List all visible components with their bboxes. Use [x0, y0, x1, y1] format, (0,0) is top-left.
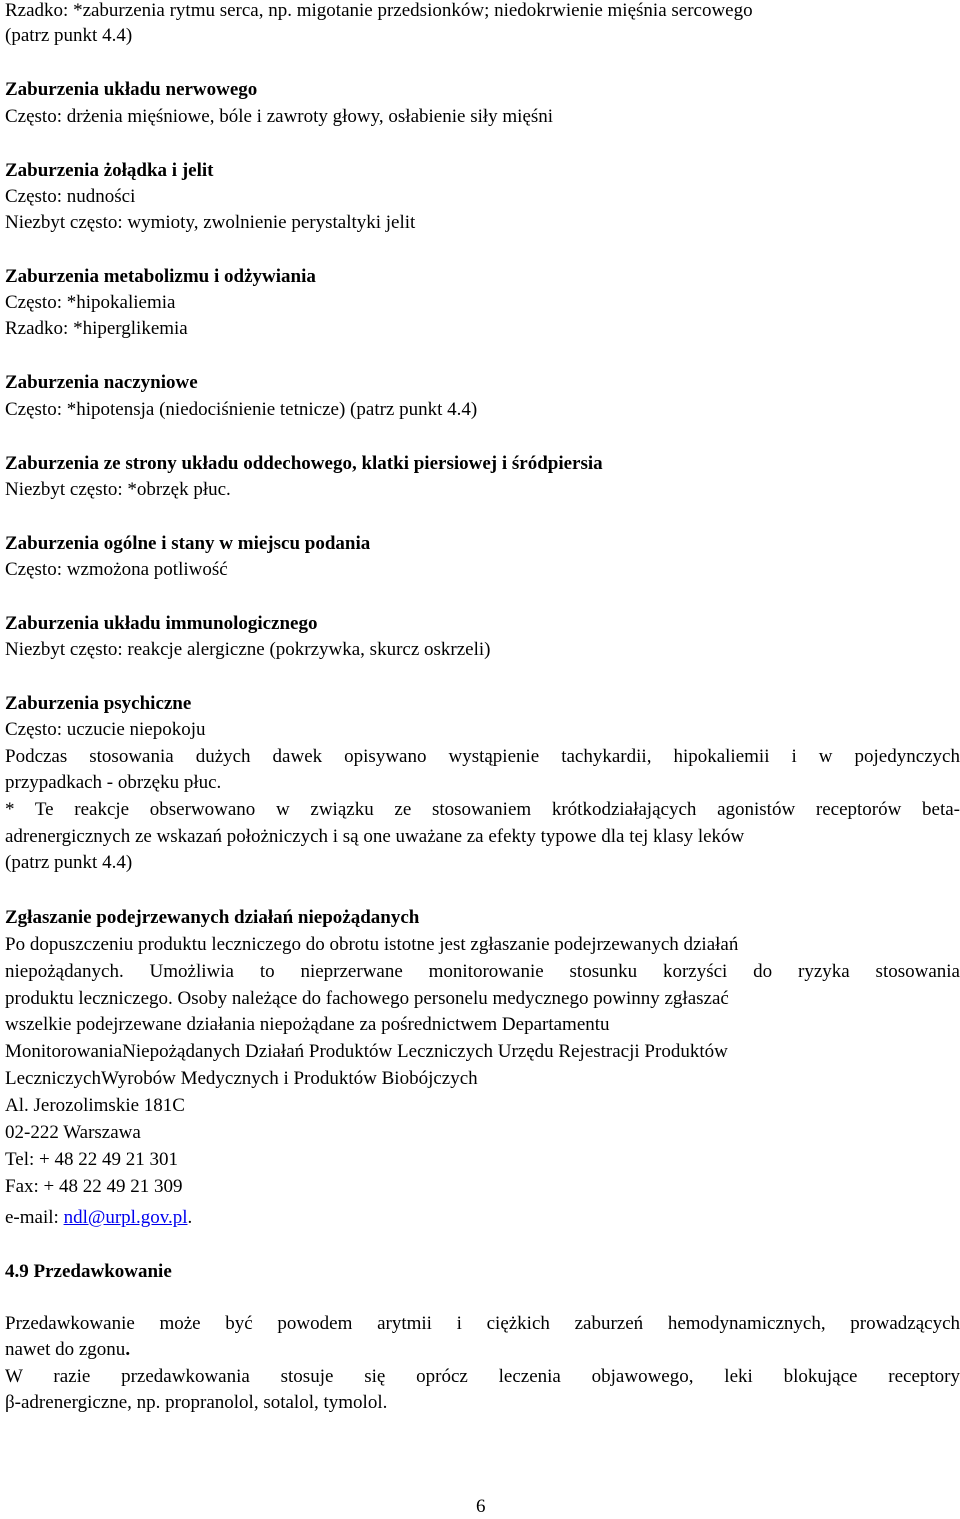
gi-line-2: Niezbyt często: wymioty, zwolnienie perystaltyki jelit — [5, 212, 416, 233]
overdose-line-3: W razie przedawkowania stosuje się oprócz leczenia objawowego, leki blokujące receptory — [5, 1366, 960, 1387]
phone-number: Tel: + 48 22 49 21 301 — [5, 1149, 178, 1170]
reporting-line-1: Po dopuszczeniu produktu leczniczego do obrotu istotne jest zgłaszanie podejrzewanych działań — [5, 934, 739, 955]
overdose-line-2 — [5, 1339, 130, 1361]
respiratory-line-1: Niezbyt często: *obrzęk płuc. — [5, 479, 231, 500]
section-title-nervous: Zaburzenia układu nerwowego — [5, 79, 258, 100]
psychiatric-line-2: Podczas stosowania dużych dawek opisywano wystąpienie tachykardii, hipokaliemii i w pojedynczych — [5, 746, 960, 767]
vascular-line-1: Często: *hipotensja (niedociśnienie tetnicze) (patrz punkt 4.4) — [5, 399, 478, 420]
psychiatric-line-6: (patrz punkt 4.4) — [5, 852, 133, 873]
section-title-vascular: Zaburzenia naczyniowe — [5, 372, 198, 393]
page-number: 6 — [476, 1496, 486, 1517]
overdose-line-2-text: nawet do zgonu — [5, 1339, 126, 1360]
section-title-respiratory: Zaburzenia ze strony układu oddechowego, klatki piersiowej i śródpiersia — [5, 453, 603, 474]
section-title-metabolic: Zaburzenia metabolizmu i odżywiania — [5, 266, 316, 287]
address-street: Al. Jerozolimskie 181C — [5, 1095, 185, 1116]
email-line — [5, 1207, 192, 1229]
reporting-line-3: produktu leczniczego. Osoby należące do fachowego personelu medycznego powinny zgłaszać — [5, 988, 729, 1009]
psychiatric-line-5: adrenergicznych ze wskazań położniczych i są one uważane za efekty typowe dla tej klasy leków — [5, 826, 745, 847]
nervous-line-1: Często: drżenia mięśniowe, bóle i zawroty głowy, osłabienie siły mięśni — [5, 106, 554, 127]
address-city: 02-222 Warszawa — [5, 1122, 141, 1143]
section-title-gi: Zaburzenia żołądka i jelit — [5, 160, 214, 181]
psychiatric-line-1: Często: uczucie niepokoju — [5, 719, 206, 740]
section-title-general: Zaburzenia ogólne i stany w miejscu podania — [5, 533, 371, 554]
psychiatric-line-4: * Te reakcje obserwowano w związku ze stosowaniem krótkodziałających agonistów receptorów beta- — [5, 799, 960, 820]
section-title-overdose: 4.9 Przedawkowanie — [5, 1261, 172, 1282]
metabolic-line-2: Rzadko: *hiperglikemia — [5, 318, 188, 339]
overdose-line-4: β-adrenergiczne, np. propranolol, sotalol, tymolol. — [5, 1392, 388, 1413]
overdose-line-2-period: . — [125, 1339, 131, 1360]
fax-number: Fax: + 48 22 49 21 309 — [5, 1176, 183, 1197]
reporting-line-4: wszelkie podejrzewane działania niepożądane za pośrednictwem Departamentu — [5, 1014, 610, 1035]
section-title-psychiatric: Zaburzenia psychiczne — [5, 693, 192, 714]
gi-line-1: Często: nudności — [5, 186, 136, 207]
psychiatric-line-3: przypadkach - obrzęku płuc. — [5, 772, 222, 793]
email-link[interactable]: ndl@urpl.gov.pl — [63, 1207, 188, 1228]
general-line-1: Często: wzmożona potliwość — [5, 559, 228, 580]
email-suffix: . — [187, 1207, 193, 1228]
intro-line-2: (patrz punkt 4.4) — [5, 25, 133, 46]
reporting-line-6: LeczniczychWyrobów Medycznych i Produktów Biobójczych — [5, 1068, 478, 1089]
metabolic-line-1: Często: *hipokaliemia — [5, 292, 176, 313]
overdose-line-1: Przedawkowanie może być powodem arytmii i ciężkich zaburzeń hemodynamicznych, prowadzących — [5, 1313, 960, 1334]
section-title-immune: Zaburzenia układu immunologicznego — [5, 613, 318, 634]
intro-line-1: Rzadko: *zaburzenia rytmu serca, np. migotanie przedsionków; niedokrwienie mięśnia sercowego — [5, 0, 753, 21]
reporting-line-5: MonitorowaniaNiepożądanych Działań Produktów Leczniczych Urzędu Rejestracji Produktów — [5, 1041, 728, 1062]
section-title-reporting: Zgłaszanie podejrzewanych działań niepożądanych — [5, 907, 420, 928]
reporting-line-2: niepożądanych. Umożliwia to nieprzerwane monitorowanie stosunku korzyści do ryzyka stosowania — [5, 961, 960, 982]
immune-line-1: Niezbyt często: reakcje alergiczne (pokrzywka, skurcz oskrzeli) — [5, 639, 491, 660]
email-prefix: e-mail: — [5, 1207, 64, 1228]
